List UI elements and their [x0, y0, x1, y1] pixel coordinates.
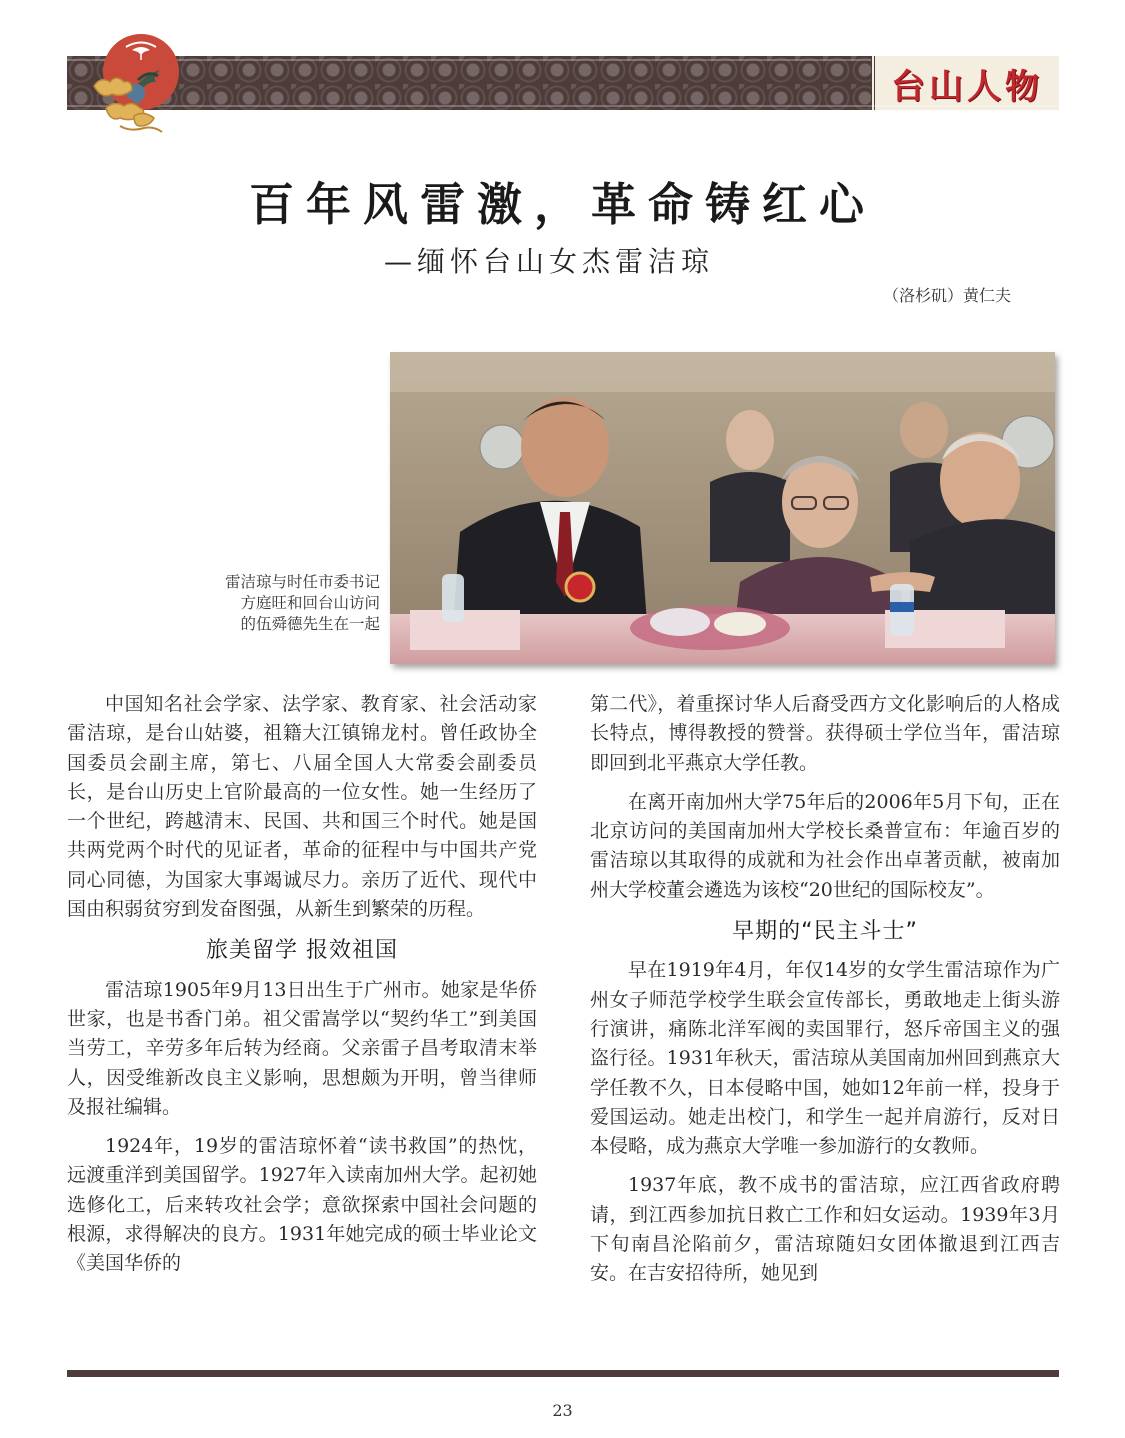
caption-line: 方庭旺和回台山访问: [240, 594, 380, 612]
author-byline: （洛杉矶）黄仁夫: [882, 286, 1011, 305]
photo-caption: [160, 572, 380, 635]
right-column: [590, 690, 1060, 1299]
paragraph: 第二代》，着重探讨华人后裔受西方文化影响后的人格成长特点，博得教授的赞誉。获得硕士学位当年，雷洁琼即回到北平燕京大学任教。: [590, 693, 1060, 774]
paragraph: 中国知名社会学家、法学家、教育家、社会活动家雷洁琼，是台山姑婆，祖籍大江镇锦龙村。曾任政协全国委员会副主席，第七、八届全国人大常委会副委员长，是台山历史上官阶最高的一位女性。她一生经历了一个世纪，跨越清末、民国、共和国三个时代。她是国共两党两个时代的见证者，革命的征程中与中国共产党同心同德，为国家大事竭诚尽力。亲历了近代、现代中国由积弱贫穷到发奋图强，从新生到繁荣的历程。: [67, 693, 537, 921]
photo-image: [390, 352, 1055, 664]
paragraph: 早在1919年4月，年仅14岁的女学生雷洁琼作为广州女子师范学校学生联会宣传部长，勇敢地走上街头游行演讲，痛陈北洋军阀的卖国罪行，怒斥帝国主义的强盗行径。1931年秋天，雷洁琼从美国南加州回到燕京大学任教不久，日本侵略中国，她如12年前一样，投身于爱国运动。她走出校门，和学生一起并肩游行，反对日本侵略，成为燕京大学唯一参加游行的女教师。: [590, 959, 1060, 1158]
article-photo: [390, 352, 1055, 664]
section-label: 台山人物: [891, 66, 1043, 107]
paragraph: 雷洁琼1905年9月13日出生于广州市。她家是华侨世家，也是书香门弟。祖父雷嵩学以“契约华工”到美国当劳工，辛劳多年后转为经商。父亲雷子昌考取清末举人，因受维新改良主义影响，思想颇为开明，曾当律师及报社编辑。: [67, 978, 537, 1118]
page-number: 23: [552, 1401, 573, 1420]
paragraph: 1924年，19岁的雷洁琼怀着“读书救国”的热忱，远渡重洋到美国留学。1927年入读南加州大学。起初她选修化工，后来转攻社会学；意欲探索中国社会问题的根源，求得解决的良方。1931年她完成的硕士毕业论文《美国华侨的: [67, 1135, 537, 1275]
header-band: [67, 56, 1059, 110]
paragraph: 1937年底，教不成书的雷洁琼，应江西省政府聘请，到江西参加抗日救亡工作和妇女运动。1939年3月下旬南昌沦陷前夕，雷洁琼随妇女团体撤退到江西吉安。在吉安招待所，她见到: [590, 1174, 1060, 1285]
left-column: [67, 690, 537, 1289]
article-title: 百年风雷激，革命铸红心: [248, 178, 876, 231]
section-heading: 旅美留学 报效祖国: [206, 938, 398, 964]
caption-line: 的伍舜德先生在一起: [240, 615, 380, 633]
paragraph: 在离开南加州大学75年后的2006年5月下旬，正在北京访问的美国南加州大学校长桑普宣布：年逾百岁的雷洁琼以其取得的成就和为社会作出卓著贡献，被南加州大学校董会遴选为该校“20世纪的国际校友”。: [590, 790, 1060, 901]
section-heading: 早期的“民主斗士”: [732, 919, 918, 945]
crane-cloud-emblem-icon: [86, 30, 196, 140]
article-subtitle: —缅怀台山女杰雷洁琼: [384, 245, 715, 278]
caption-line: 雷洁琼与时任市委书记: [224, 573, 380, 591]
footer-rule: [67, 1370, 1059, 1377]
section-tag: [871, 56, 1059, 110]
